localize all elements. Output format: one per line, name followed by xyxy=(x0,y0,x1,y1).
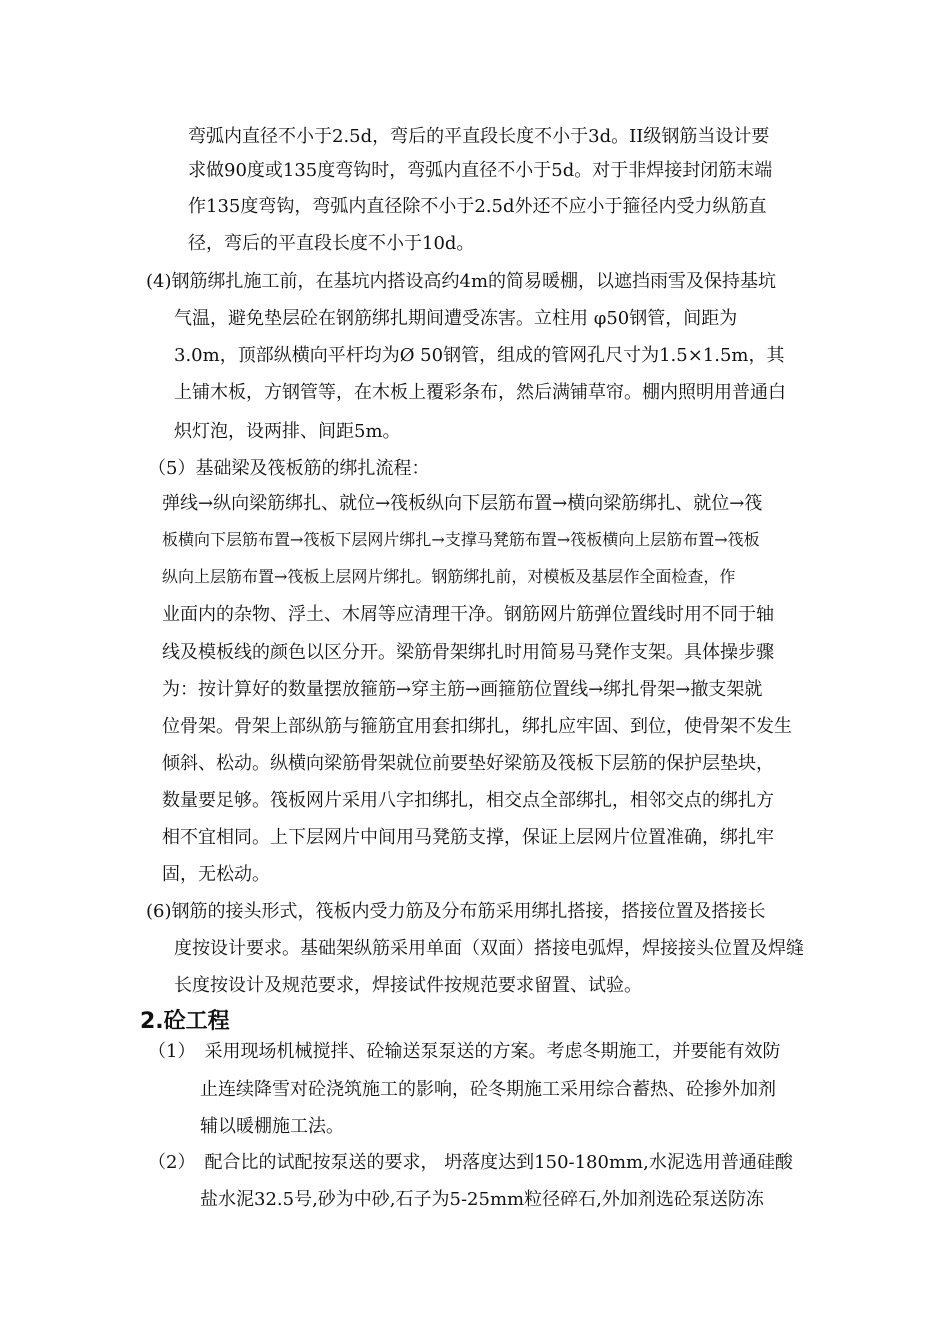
list-item-2: （2） 配合比的试配按泵送的要求， 坍落度达到150-180mm,水泥选用普通硅酸 xyxy=(148,1152,793,1173)
text-line: 盐水泥32.5号,砂为中砂,石子为5-25mm粒径碎石,外加剂选砼泵送防冻 xyxy=(200,1189,764,1210)
text-line: 板横向下层筋布置→筏板下层网片绑扎→支撑马凳筋布置→筏板横向上层筋布置→筏板 xyxy=(162,530,760,549)
text-line: 弯弧内直径不小于2.5d，弯后的平直段长度不小于3d。II级钢筋当设计要 xyxy=(188,126,770,147)
text-line: 倾斜、松动。纵横向梁筋骨架就位前要垫好梁筋及筏板下层筋的保护层垫块， xyxy=(162,753,774,774)
list-item-5: （5）基础梁及筏板筋的绑扎流程： xyxy=(148,458,430,479)
list-item-6: (6)钢筋的接头形式，筏板内受力筋及分布筋采用绑扎搭接，搭接位置及搭接长 xyxy=(146,901,766,922)
list-item-4: (4)钢筋绑扎施工前，在基坑内搭设高约4m的简易暖棚，以遮挡雨雪及保持基坑 xyxy=(146,271,777,292)
text-line: 弹线→纵向梁筋绑扎、就位→筏板纵向下层筋布置→横向梁筋绑扎、就位→筏 xyxy=(162,493,763,514)
text-line: 上铺木板，方钢管等，在木板上覆彩条布，然后满铺草帘。棚内照明用普通白 xyxy=(174,382,786,403)
text-line: 为：按计算好的数量摆放箍筋→穿主筋→画箍筋位置线→绑扎骨架→撤支架就 xyxy=(162,679,763,700)
text-line: 炽灯泡，设两排、间距5m。 xyxy=(174,421,401,442)
text-line: 止连续降雪对砼浇筑施工的影响，砼冬期施工采用综合蓄热、砼掺外加剂 xyxy=(200,1079,776,1100)
text-line: 度按设计要求。基础架纵筋采用单面（双面）搭接电弧焊，焊接接头位置及焊缝 xyxy=(174,938,804,959)
text-line: 固，无松动。 xyxy=(162,864,270,885)
section-heading: 2.砼工程 xyxy=(140,1009,230,1034)
text-line: 径，弯后的平直段长度不小于10d。 xyxy=(188,233,475,254)
text-line: 3.0m，顶部纵横向平杆均为Ø 50钢管，组成的管网孔尺寸为1.5×1.5m，其 xyxy=(174,345,785,366)
text-line: 长度按设计及规范要求，焊接试件按规范要求留置、试验。 xyxy=(174,975,642,996)
text-line: 业面内的杂物、浮土、木屑等应清理干净。钢筋网片筋弹位置线时用不同于轴 xyxy=(162,604,774,625)
text-line: 纵向上层筋布置→筏板上层网片绑扎。钢筋绑扎前，对模板及基层作全面检查，作 xyxy=(162,567,736,586)
text-line: 相不宜相同。上下层网片中间用马凳筋支撑，保证上层网片位置准确，绑扎牢 xyxy=(162,827,774,848)
text-line: 作135度弯钩，弯弧内直径除不小于2.5d外还不应小于箍径内受力纵筋直 xyxy=(188,196,767,217)
text-line: 线及模板线的颜色以区分开。梁筋骨架绑扎时用简易马凳作支架。具体操步骤 xyxy=(162,642,774,663)
text-line: 数量要足够。筏板网片采用八字扣绑扎，相交点全部绑扎，相邻交点的绑扎方 xyxy=(162,790,774,811)
text-line: 位骨架。骨架上部纵筋与箍筋宜用套扣绑扎，绑扎应牢固、到位，使骨架不发生 xyxy=(162,716,792,737)
text-line: 气温，避免垫层砼在钢筋绑扎期间遭受冻害。立柱用 φ50钢管，间距为 xyxy=(174,308,738,329)
text-line: 辅以暖棚施工法。 xyxy=(200,1116,344,1137)
list-item-1: （1） 采用现场机械搅拌、砼输送泵泵送的方案。考虑冬期施工，并要能有效防 xyxy=(148,1041,781,1062)
text-line: 求做90度或135度弯钩时，弯弧内直径不小于5d。对于非焊接封闭筋末端 xyxy=(188,160,773,181)
